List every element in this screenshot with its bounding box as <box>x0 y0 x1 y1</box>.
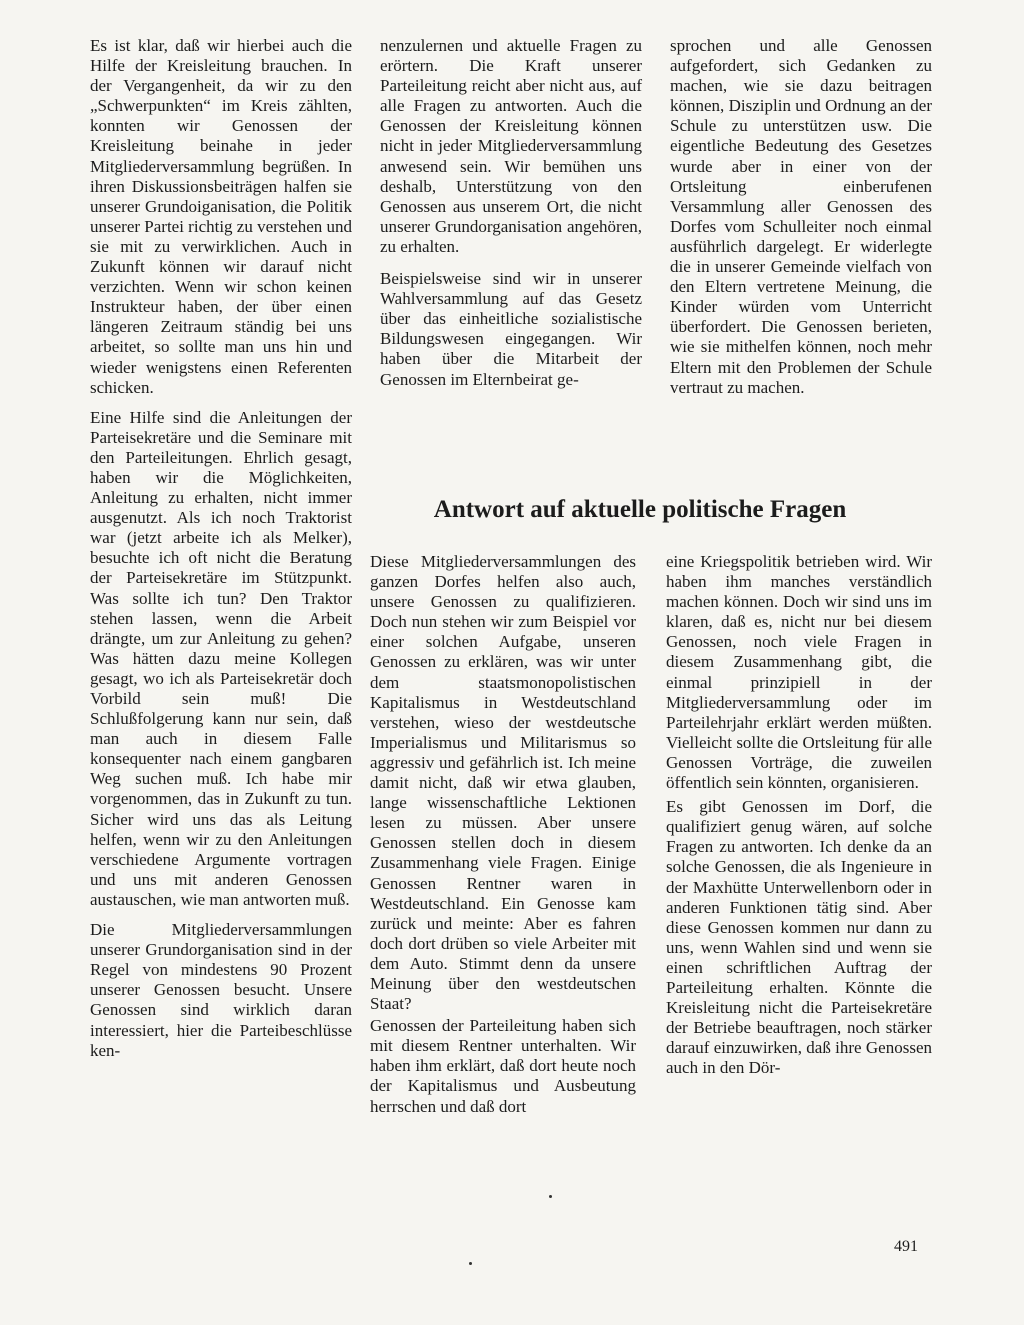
print-speck <box>549 1195 552 1198</box>
paragraph: Genossen der Parteileitung haben sich mit diesem Rentner unterhalten. Wir haben ihm erklärt, daß dort heute noch der Kapitalismus und Ausbeutung herrschen und daß dort <box>370 1016 636 1116</box>
paragraph: Die Mitgliederversammlungen unserer Grundorganisation sind in der Regel von mindestens 90 Prozent unserer Genossen besucht. Unsere Genossen sind wirklich daran interessiert, hier die Parteibeschlüsse ken- <box>90 920 352 1060</box>
column-left <box>90 36 352 1061</box>
paragraph: Es ist klar, daß wir hierbei auch die Hilfe der Kreisleitung brauchen. In der Vergangenheit, da wir zu den „Schwerpunkten“ im Kreis zählten, konnten wir Genossen der Kreisleitung beinahe in jeder Mitgliederversammlung begrüßen. In ihren Diskussionsbeiträgen halfen sie unserer Grundoiganisation, die Politik unserer Partei richtig zu verstehen und sie mit zu verwirklichen. Auch in Zukunft können wir darauf nicht verzichten. Wenn wir schon keinen Instrukteur haben, der über einen längeren Zeitraum ständig bei uns arbeitet, so sollte man uns hin und wieder wenigstens einen Referenten schicken. <box>90 36 352 397</box>
paragraph: eine Kriegspolitik betrieben wird. Wir haben ihm manches verständlich machen können. Doch wir sind uns im klaren, daß es, nicht nur bei diesem Genossen, noch viele Fragen in diesem Zusammenhang gibt, die einmal prinzipiell in der Mitgliederversammlung oder im Parteilehrjahr erklärt werden müßten. Vielleicht sollte die Ortsleitung für alle Genossen Vorträge, die zuweilen öffentlich sein könnten, organisieren. <box>666 552 932 793</box>
section-heading: Antwort auf aktuelle politische Fragen <box>433 496 847 523</box>
paragraph: Diese Mitgliederversammlungen des ganzen Dorfes helfen also auch, unsere Genossen zu qualifizieren. Doch nun stehen wir zum Beispiel vor einer solchen Aufgabe, unseren Genossen zu erklären, was wir unter dem staatsmonopolistischen Kapitalismus in Westdeutschland verstehen, wieso der westdeutsche Imperialismus und Militarismus so aggressiv und gefährlich ist. Ich meine damit nicht, daß wir etwa glauben, lange wissenschaftliche Lektionen lesen zu müssen. Aber unsere Genossen stellen doch in diesem Zusammenhang viele Fragen. Einige Genossen Rentner waren in Westdeutschland. Ein Genosse kam zurück und meinte: Aber es fahren doch dort drüben so viele Arbeiter mit dem Auto. Stimmt denn da unsere Meinung über den westdeutschen Staat? <box>370 552 636 1014</box>
paragraph: Es gibt Genossen im Dorf, die qualifiziert genug wären, auf solche Fragen zu antworten. Ich denke da an solche Genossen, die als Ingenieure in der Maxhütte Unterwellenborn oder in anderen Funktionen tätig sind. Aber diese Genossen kommen nur dann zu uns, wenn Wahlen sind und wenn sie einen schriftlichen Auftrag der Parteileitung erhalten. Könnte die Kreisleitung nicht die Parteisekretäre der Betriebe beauftragen, noch stärker darauf einzuwirken, daß ihre Genossen auch in den Dör- <box>666 797 932 1078</box>
paragraph: Eine Hilfe sind die Anleitungen der Parteisekretäre und die Seminare mit den Parteileitungen. Ehrlich gesagt, haben wir die Möglichkeiten, Anleitung zu erhalten, nicht immer ausgenutzt. Als ich noch Traktorist war (jetzt arbeite ich als Melker), besuchte ich oft nicht die Beratung der Parteisekretäre im Stützpunkt. Was sollte ich tun? Den Traktor stehen lassen, wenn die Arbeit drängte, um zur Anleitung zu gehen? Was hätten dazu meine Kollegen gesagt, wo ich als Parteisekretär doch Vorbild sein muß! Die Schlußfolgerung kann nur sein, daß man auch in diesem Falle konsequenter nach einem gangbaren Weg suchen muß. Ich habe mir vorgenommen, das in Zukunft zu tun. Sicher wird uns das als Leitung helfen, wenn wir zu den Anleitungen verschiedene Argumente vortragen und uns mit anderen Genossen austauschen, wie man antworten muß. <box>90 407 352 909</box>
paragraph: nenzulernen und aktuelle Fragen zu erörtern. Die Kraft unserer Parteileitung reicht aber nicht aus, auf alle Fragen zu antworten. Auch die Genossen der Kreisleitung können nicht in jeder Mitgliederversammlung anwesend sein. Wir bemühen uns deshalb, Unterstützung von den Genossen aus unserem Ort, die nicht unserer Grundorganisation angehören, zu erhalten. <box>380 36 642 256</box>
print-speck <box>469 1262 472 1265</box>
column-middle-top <box>380 36 642 390</box>
paragraph: Beispielsweise sind wir in unserer Wahlversammlung auf das Gesetz über das einheitliche sozialistische Bildungswesen eingegangen. Wir haben über die Mitarbeit der Genossen im Elternbeirat ge- <box>380 269 642 389</box>
column-middle-bottom <box>370 552 636 1117</box>
paragraph: sprochen und alle Genossen aufgefordert, sich Gedanken zu machen, wie sie dazu beitragen können, Disziplin und Ordnung an der Schule zu unterstützen usw. Die eigentliche Bedeutung des Gesetzes wurde aber in einer von der Ortsleitung einberufenen Versammlung aller Genossen des Dorfes vom Schulleiter noch einmal ausführlich dargelegt. Er widerlegte die in unserer Gemeinde vielfach von den Eltern vertretene Meinung, die Kinder würden vom Unterricht überfordert. Die Genossen berieten, wie sie mithelfen können, noch mehr Eltern mit den Problemen der Schule vertraut zu machen. <box>670 36 932 397</box>
page-number: 491 <box>894 1238 918 1255</box>
column-right-bottom <box>666 552 932 1078</box>
column-right-top <box>670 36 932 398</box>
